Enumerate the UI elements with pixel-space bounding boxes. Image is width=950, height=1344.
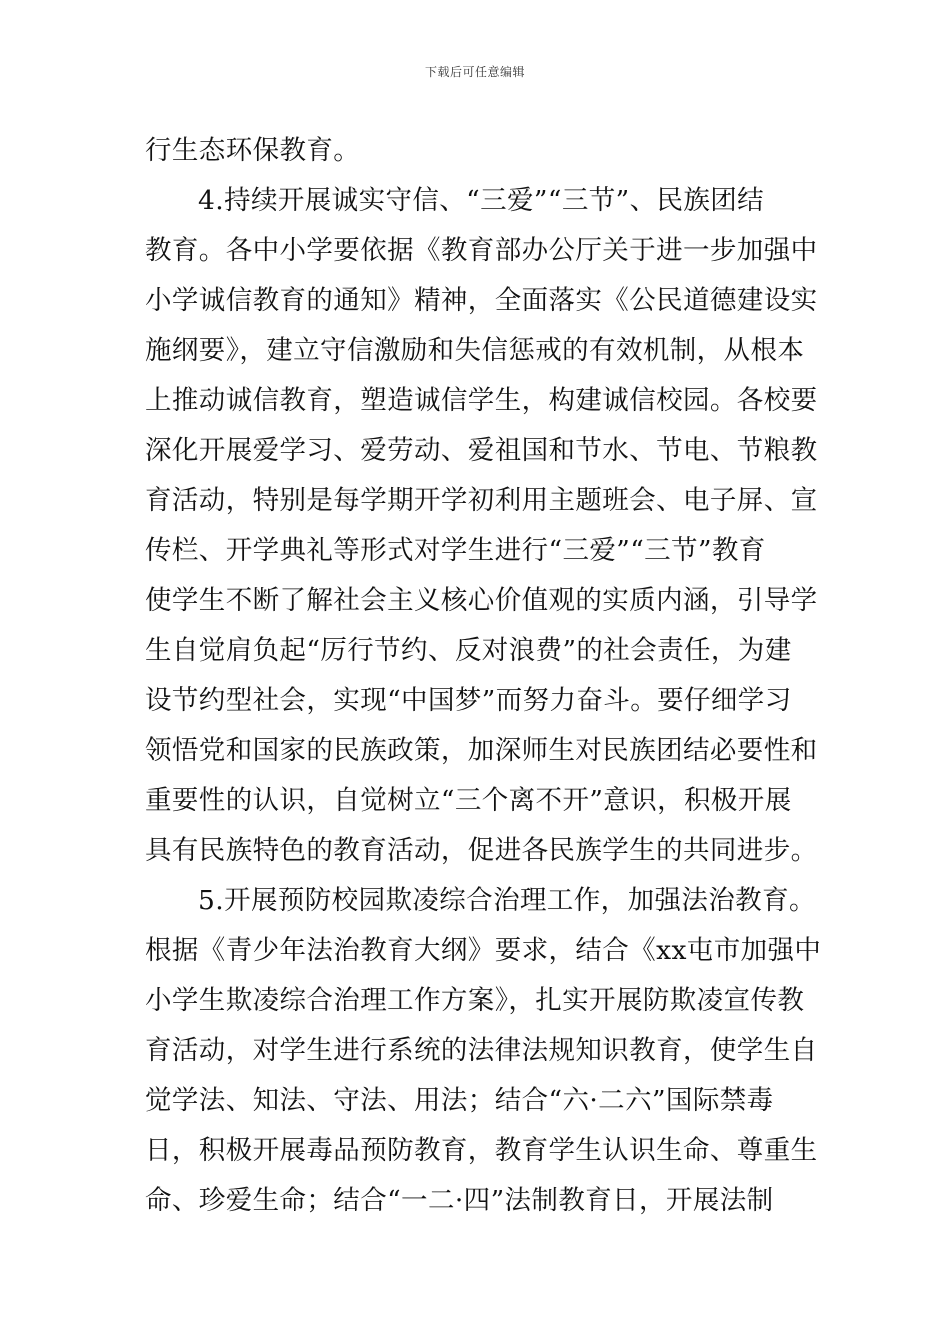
text-line: 设节约型社会，实现“中国梦”而努力奋斗。要仔细学习 [145,685,792,716]
text-line: 深化开展爱学习、爱劳动、爱祖国和节水、节电、节粮教 [145,435,818,466]
text-line: 小学诚信教育的通知》精神，全面落实《公民道德建设实 [145,285,818,316]
text-line: 重要性的认识，自觉树立“三个离不开”意识，积极开展 [145,785,792,816]
text-line: 施纲要》，建立守信激励和失信惩戒的有效机制，从根本 [145,335,805,366]
text-line: 育活动，特别是每学期开学初利用主题班会、电子屏、宣 [145,485,818,516]
document-body [145,126,822,1226]
text-line: 小学生欺凌综合治理工作方案》，扎实开展防欺凌宣传教 [145,985,805,1016]
text-line: 命、珍爱生命；结合“一二·四”法制教育日，开展法制 [145,1185,774,1216]
text-line: 日，积极开展毒品预防教育，教育学生认识生命、尊重生 [145,1135,818,1166]
text-line: 具有民族特色的教育活动，促进各民族学生的共同进步。 [145,835,818,866]
text-line: 4.持续开展诚实守信、“三爱”“三节”、民族团结 [198,185,765,216]
page-header: 下载后可任意编辑 [424,65,525,79]
text-line: 领悟党和国家的民族政策，加深师生对民族团结必要性和 [145,735,818,766]
text-line: 育活动，对学生进行系统的法律法规知识教育，使学生自 [145,1035,818,1066]
text-line: 根据《青少年法治教育大纲》要求，结合《xx屯市加强中 [145,935,822,966]
text-line: 教育。各中小学要依据《教育部办公厅关于进一步加强中 [145,235,818,266]
text-line: 传栏、开学典礼等形式对学生进行“三爱”“三节”教育 [145,535,766,566]
text-line: 行生态环保教育。 [145,135,361,166]
text-line: 5.开展预防校园欺凌综合治理工作，加强法治教育。 [198,885,816,916]
text-line: 觉学法、知法、守法、用法；结合“六·二六”国际禁毒 [145,1085,774,1116]
text-line: 生自觉肩负起“厉行节约、反对浪费”的社会责任，为建 [145,635,792,666]
text-line: 使学生不断了解社会主义核心价值观的实质内涵，引导学 [145,585,818,616]
text-line: 上推动诚信教育，塑造诚信学生，构建诚信校园。各校要 [145,385,818,416]
